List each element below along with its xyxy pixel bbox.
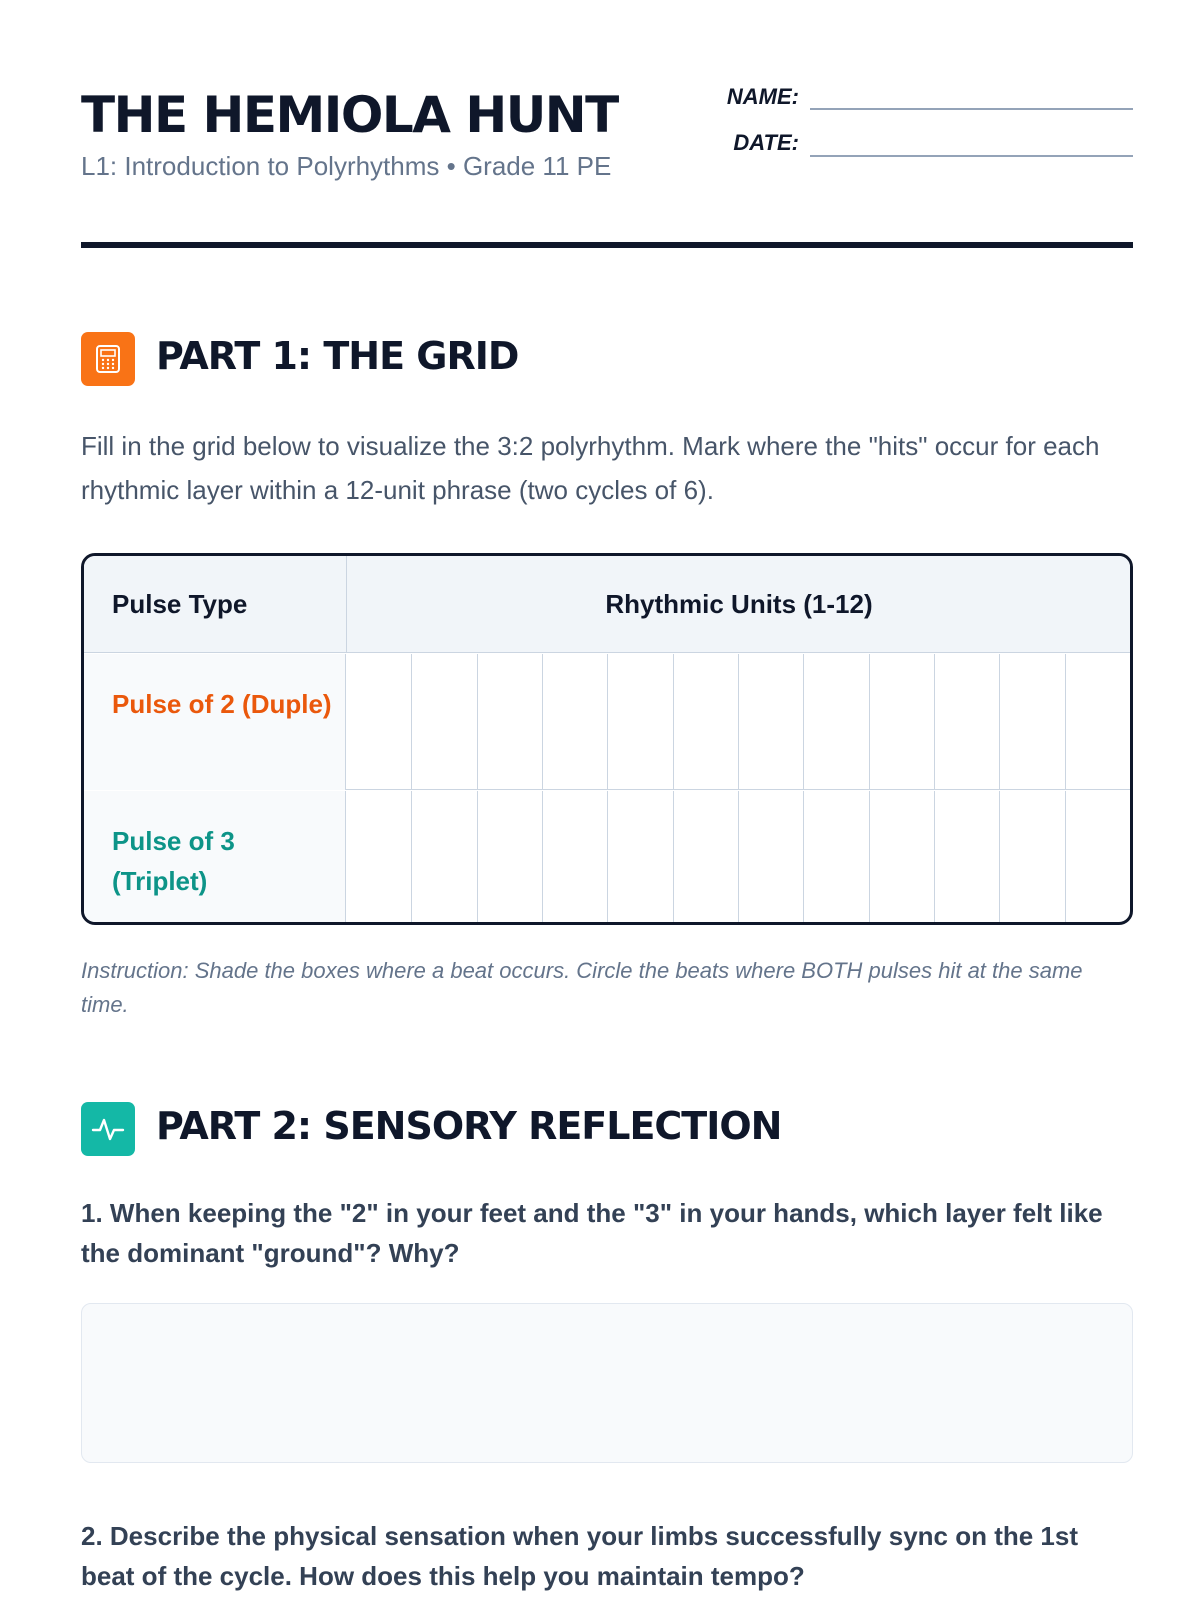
question-2: 2. Describe the physical sensation when your limbs successfully sync on the 1st beat of the cycle. How does this help you maintain tempo?	[81, 1521, 1079, 1591]
unit-cell[interactable]	[934, 654, 999, 790]
unit-cell[interactable]	[869, 791, 934, 925]
col-header-rhythmic-units: Rhythmic Units (1-12)	[346, 556, 1130, 653]
table-header-row	[84, 556, 1130, 653]
unit-cell[interactable]	[934, 791, 999, 925]
pulse-icon	[81, 1102, 135, 1156]
unit-cell[interactable]	[411, 654, 476, 790]
answer-box-1[interactable]	[81, 1303, 1133, 1463]
unit-cell[interactable]	[673, 791, 738, 925]
unit-cell[interactable]	[738, 654, 803, 790]
part2-title: PART 2: SENSORY REFLECTION	[156, 1104, 782, 1148]
part1-description: Fill in the grid below to visualize the 3:2 polyrhythm. Mark where the "hits" occur for each rhythmic layer within a 12-unit phrase (two cycles of 6).	[81, 431, 1100, 505]
table-row	[84, 654, 1130, 790]
unit-cell[interactable]	[869, 654, 934, 790]
unit-cell[interactable]	[673, 654, 738, 790]
unit-cell[interactable]	[1065, 791, 1130, 925]
name-input-line[interactable]	[810, 108, 1133, 110]
row-label-triplet: Pulse of 3 (Triplet)	[112, 826, 235, 896]
unit-cell[interactable]	[999, 654, 1064, 790]
row-label-cell	[84, 654, 346, 790]
unit-cell[interactable]	[411, 791, 476, 925]
name-label: NAME:	[726, 84, 799, 109]
unit-cell[interactable]	[607, 654, 672, 790]
unit-cell[interactable]	[1065, 654, 1130, 790]
col-header-pulse-type: Pulse Type	[112, 589, 248, 619]
date-input-line[interactable]	[810, 155, 1133, 157]
unit-cell[interactable]	[542, 791, 607, 925]
worksheet-title: THE HEMIOLA HUNT	[81, 86, 618, 144]
unit-cell[interactable]	[607, 791, 672, 925]
part2-heading	[81, 1100, 1133, 1156]
unit-cell[interactable]	[477, 791, 542, 925]
unit-cells-triplet	[346, 791, 1130, 925]
unit-cell[interactable]	[738, 791, 803, 925]
row-label-duple: Pulse of 2 (Duple)	[112, 689, 332, 719]
unit-cell[interactable]	[477, 654, 542, 790]
table-row	[84, 791, 1130, 925]
unit-cell[interactable]	[542, 654, 607, 790]
unit-cell[interactable]	[803, 654, 868, 790]
unit-cells-duple	[346, 654, 1130, 790]
worksheet-subtitle: L1: Introduction to Polyrhythms • Grade 11 PE	[81, 151, 612, 181]
unit-cell[interactable]	[346, 791, 411, 925]
part1-heading	[81, 330, 1133, 386]
part1-title: PART 1: THE GRID	[156, 334, 519, 378]
question-1: 1. When keeping the "2" in your feet and the "3" in your hands, which layer felt like the dominant "ground"? Why?	[81, 1198, 1103, 1268]
worksheet-page	[81, 0, 1133, 1600]
header-divider	[81, 242, 1133, 248]
unit-cell[interactable]	[803, 791, 868, 925]
calculator-icon	[81, 332, 135, 386]
row-label-cell	[84, 791, 346, 925]
unit-cell[interactable]	[999, 791, 1064, 925]
rhythm-grid-table	[81, 553, 1133, 925]
grid-instruction: Instruction: Shade the boxes where a beat occurs. Circle the beats where BOTH pulses hit at the same time.	[81, 958, 1083, 1017]
worksheet-header	[81, 80, 1133, 230]
date-label: DATE:	[733, 130, 799, 155]
unit-cell[interactable]	[346, 654, 411, 790]
